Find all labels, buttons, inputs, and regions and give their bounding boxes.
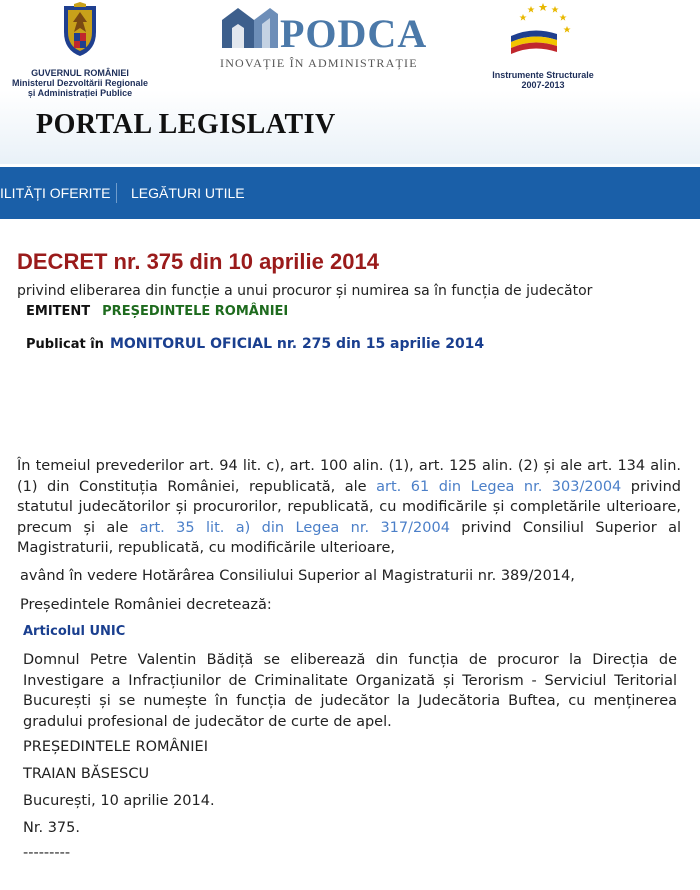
podca-mark-icon [218,4,282,52]
emitent-value: PREȘEDINTELE ROMÂNIEI [102,304,289,319]
nav-item-useful-links[interactable]: LEGĂTURI UTILE [131,185,245,201]
gov-line: și Administrației Publice [27,88,133,98]
emitent-line [26,304,288,319]
preamble-text: privind statutul judecătorilor și procurorilor, republicată, cu modificările și completările ulterioare, precum și ale [17,478,681,536]
portal-title: PORTAL LEGISLATIV [36,109,336,140]
publication-line [26,336,484,352]
publication-label: Publicat în [26,337,104,352]
law-317-link[interactable]: art. 35 lit. a) din Legea nr. 317/2004 [139,519,450,536]
site-header [0,0,700,164]
gov-line: GUVERNUL ROMÂNIEI [31,68,129,78]
decree-statement: Președintele României decretează: [20,597,272,613]
article-text: Domnul Petre Valentin Bădiță se eliberează din funcția de procuror la Direcția de Investigare a Infracțiunilor de Criminalitate Organizată și Terorism - Serviciul Teritorial București și se numește în funcția de judecător la Judecătoria Buftea, cu menținerea gradului profesional de judecător de curte de apel. [23,652,677,730]
eu-stars-flag-icon [503,0,583,58]
document-title: DECRET nr. 375 din 10 aprilie 2014 [17,249,379,274]
coat-of-arms-icon [60,2,100,58]
podca-tagline: INOVAȚIE ÎN ADMINISTRAȚIE [220,56,418,70]
decree-number: Nr. 375. [23,820,80,836]
preamble-text: În temeiul prevederilor art. 94 lit. c), art. 100 alin. (1), art. 125 alin. (2) și ale art. 134 alin. (1) din Constituția României, republicată, ale [17,458,681,495]
is-line: Instrumente Structurale [492,70,594,80]
preamble-paragraph [17,456,681,559]
nav-item-facilities[interactable]: ILITĂȚI OFERITE [0,185,111,201]
government-logo-text [10,68,150,98]
document-subtitle: privind eliberarea din funcție a unui procuror și numirea sa în funcția de judecător [17,283,593,299]
government-logo[interactable] [10,2,150,98]
law-303-link[interactable]: art. 61 din Legea nr. 303/2004 [376,478,622,495]
publication-value[interactable]: MONITORUL OFICIAL nr. 275 din 15 aprilie 2014 [109,336,485,352]
emitent-label: EMITENT [26,304,91,319]
podca-name: PODCA [280,11,428,56]
structural-instruments-text [478,70,608,90]
is-line: 2007-2013 [521,80,565,90]
article-heading: Articolul UNIC [23,624,126,639]
gov-line: Ministerul Dezvoltării Regionale [11,78,149,88]
separator-line: --------- [23,845,71,861]
considering-paragraph: având în vedere Hotărârea Consiliului Superior al Magistraturii nr. 389/2014, [20,568,575,584]
nav-separator [116,183,117,203]
structural-instruments-logo[interactable] [478,0,608,90]
signature-office: PREȘEDINTELE ROMÂNIEI [23,739,208,755]
preamble-text: privind Consiliul Superior al Magistraturii, republicată, cu modificările ulterioare, [17,519,681,556]
main-navigation [0,167,700,219]
place-date: București, 10 aprilie 2014. [23,793,215,809]
signature-name: TRAIAN BĂSESCU [23,766,150,782]
